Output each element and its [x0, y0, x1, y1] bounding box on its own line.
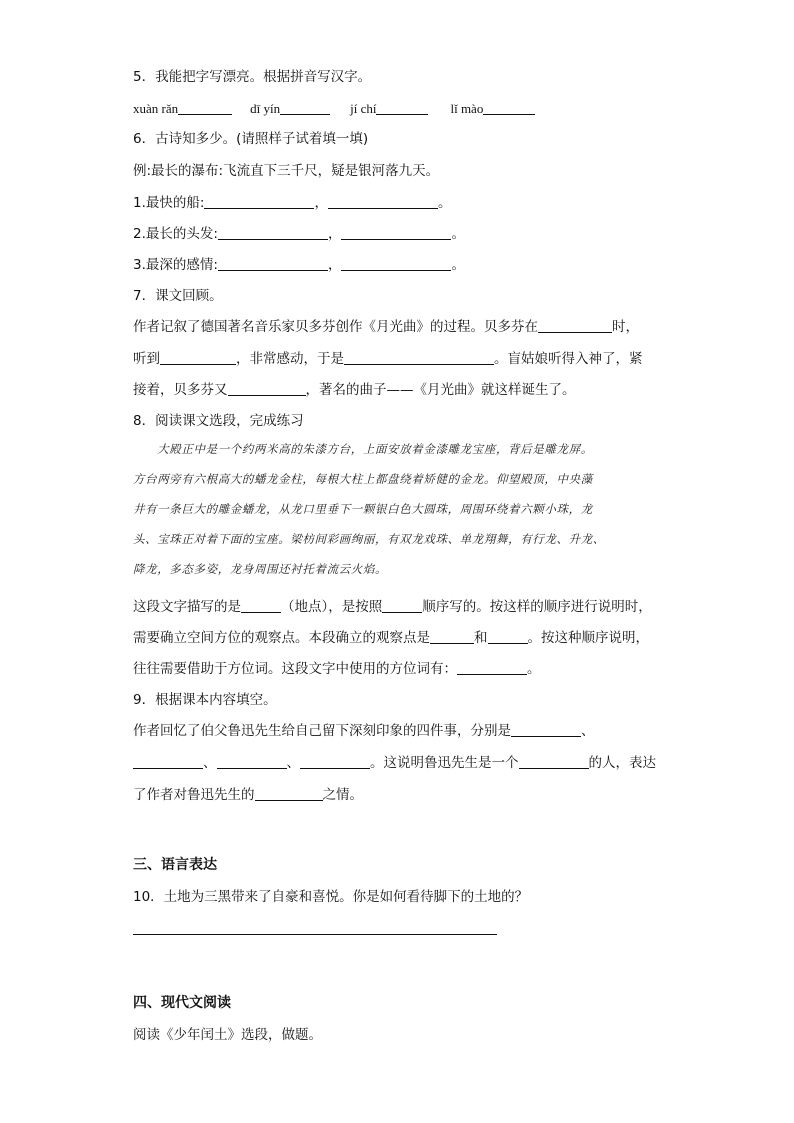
answer-blank[interactable] — [218, 225, 328, 240]
q6-item-2: 2.最长的头发: ， 。 — [133, 226, 465, 242]
answer-blank[interactable] — [483, 100, 535, 115]
answer-blank[interactable] — [344, 350, 494, 365]
answer-blank[interactable] — [341, 256, 451, 271]
answer-blank[interactable] — [538, 318, 612, 333]
q6-example: 例:最长的瀑布:飞流直下三千尺，疑是银河落九天。 — [133, 163, 440, 179]
answer-blank[interactable] — [160, 350, 236, 365]
answer-blank[interactable] — [133, 754, 203, 769]
answer-blank[interactable] — [457, 660, 527, 675]
q9-title: 9．根据课本内容填空。 — [133, 692, 277, 708]
passage-line: 方台两旁有六根高大的蟠龙金柱，每根大柱上都盘绕着矫健的金龙。仰望殿顶，中央藻 — [133, 472, 593, 486]
q9-line-2: 、 、 。这说明鲁迅先生是一个 的人，表达 — [133, 754, 656, 772]
q8-title: 8．阅读课文选段，完成练习 — [133, 413, 304, 429]
section-3-heading: 三、语言表达 — [133, 857, 217, 873]
q10-text: 10．土地为三黑带来了自豪和喜悦。你是如何看待脚下的土地的？ — [133, 889, 529, 905]
q8-line-2: 需要确立空间方位的观察点。本段确立的观察点是 和 。按这种顺序说明， — [133, 630, 649, 646]
answer-blank[interactable] — [382, 598, 422, 613]
answer-blank[interactable] — [328, 194, 438, 209]
passage-line: 头、宝珠正对着下面的宝座。梁枋间彩画绚丽，有双龙戏珠、单龙翔舞，有行龙、升龙、 — [133, 532, 605, 546]
q6-item-3: 3.最深的感情: ， 。 — [133, 257, 465, 273]
answer-blank[interactable] — [376, 100, 428, 115]
q7-title: 7．课文回顾。 — [133, 288, 223, 304]
passage-line: 降龙，多态多姿，龙身周围还衬托着流云火焰。 — [133, 562, 388, 576]
q6-title: 6．古诗知多少。(请照样子试着填一填) — [133, 131, 369, 147]
q6-item-label: 2.最长的头发: — [133, 226, 218, 242]
answer-blank[interactable] — [300, 754, 370, 769]
pinyin-2: dī yín — [250, 101, 281, 116]
answer-blank[interactable] — [511, 722, 581, 737]
section-4-heading: 四、现代文阅读 — [133, 995, 231, 1011]
answer-blank[interactable] — [217, 754, 287, 769]
q6-item-1: 1.最快的船: ， 。 — [133, 195, 452, 211]
pinyin-1: xuàn rǎn — [133, 101, 179, 116]
answer-blank[interactable] — [488, 629, 528, 644]
q7-line-2: 听到 ，非常感动，于是 。盲姑娘听得入神了，紧 — [133, 351, 643, 367]
answer-blank[interactable] — [204, 194, 314, 209]
q8-passage — [133, 434, 673, 584]
answer-blank[interactable] — [519, 754, 589, 769]
answer-blank[interactable] — [218, 256, 328, 271]
pinyin-3: jí chí — [350, 101, 377, 116]
q9-line-1: 作者回忆了伯父鲁迅先生给自己留下深刻印象的四件事，分别是 、 — [133, 723, 595, 739]
answer-blank[interactable] — [280, 100, 330, 115]
answer-blank[interactable] — [228, 381, 306, 396]
pinyin-4: lǐ mào — [450, 101, 484, 116]
q8-line-1: 这段文字描写的是 （地点），是按照 顺序写的。按这样的顺序进行说明时， — [133, 599, 652, 615]
answer-blank[interactable] — [430, 629, 474, 644]
q6-item-label: 1.最快的船: — [133, 195, 205, 211]
q10-answer-line[interactable] — [133, 934, 497, 935]
q8-line-3: 往往需要借助于方位词。这段文字中使用的方位词有： 。 — [133, 661, 541, 677]
answer-blank[interactable] — [255, 786, 323, 801]
answer-blank[interactable] — [341, 225, 451, 240]
q7-line-3: 接着，贝多芬又 ，著名的曲子——《月光曲》就这样诞生了。 — [133, 382, 576, 398]
answer-blank[interactable] — [241, 598, 281, 613]
q7-line-1: 作者记叙了德国著名音乐家贝多芬创作《月光曲》的过程。贝多芬在 时， — [133, 319, 639, 335]
answer-blank[interactable] — [178, 100, 232, 115]
q6-item-label: 3.最深的感情: — [133, 257, 218, 273]
q5-pinyin-row — [133, 100, 535, 118]
passage-line: 井有一条巨大的雕金蟠龙，从龙口里垂下一颗银白色大圆珠，周围环绕着六颗小珠，龙 — [133, 502, 593, 516]
section-4-intro: 阅读《少年闰土》选段，做题。 — [133, 1027, 322, 1043]
q9-line-3: 了作者对鲁迅先生的 之情。 — [133, 787, 363, 803]
passage-line: 大殿正中是一个约两米高的朱漆方台，上面安放着金漆雕龙宝座，背后是雕龙屏。 — [133, 442, 593, 456]
q5-title: 5．我能把字写漂亮。根据拼音写汉字。 — [133, 69, 372, 85]
